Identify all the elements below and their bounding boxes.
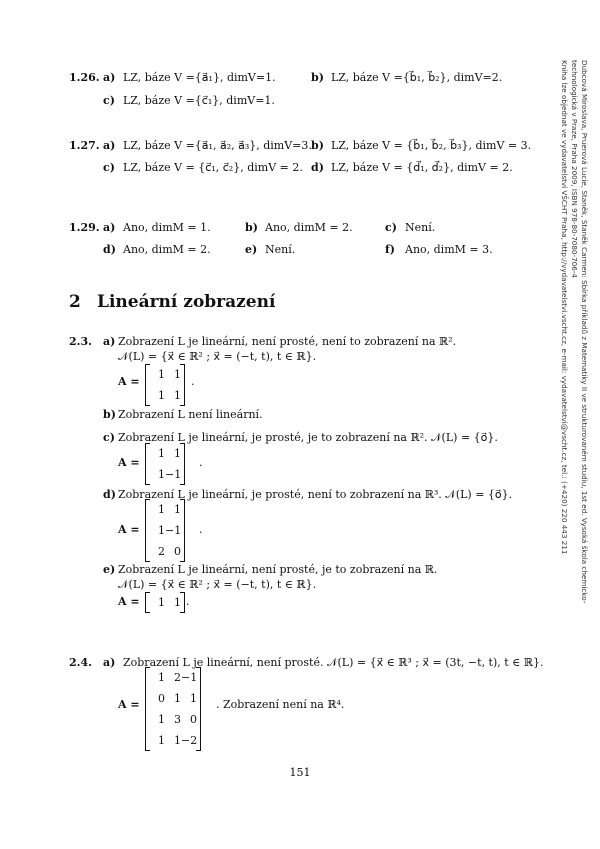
matrix-row	[149, 443, 181, 464]
matrix	[145, 443, 185, 485]
matrix-cell: 1	[174, 596, 181, 609]
item-label: d)	[103, 243, 116, 256]
matrix-cell: 1	[174, 734, 181, 747]
item-label: a)	[103, 71, 116, 84]
answer-text: Ano, dimM = 2.	[265, 221, 353, 234]
section-heading	[69, 292, 275, 312]
matrix-cell: −1	[181, 671, 198, 684]
kernel-text: 𝒩(L) = {x⃗ ∈ ℝ² ; x⃗ = (−t, t), t ∈ ℝ}.	[118, 350, 317, 363]
answer-text: Zobrazení L je lineární, není prosté, je to zobrazení na ℝ.	[118, 563, 438, 576]
answer-text: Zobrazení L je lineární, je prosté, je to zobrazení na ℝ². 𝒩(L) = {o⃗}.	[118, 431, 498, 444]
item-label: c)	[103, 431, 115, 444]
answer-text: Není.	[405, 221, 436, 234]
answer-text: Není.	[265, 243, 296, 256]
matrix-cell: −1	[165, 524, 182, 537]
matrix-row	[149, 499, 181, 520]
matrix-row	[149, 541, 181, 562]
section-title: Lineární zobrazení	[97, 292, 276, 312]
matrix-cell: 1	[158, 368, 165, 381]
matrix-cell: 0	[174, 545, 181, 558]
answer-text: Zobrazení L není lineární.	[118, 408, 263, 421]
kernel-text: 𝒩(L) = {x⃗ ∈ ℝ² ; x⃗ = (−t, t), t ∈ ℝ}.	[118, 578, 317, 591]
answer-text: LZ, báze V ={a⃗₁}, dimV=1.	[123, 71, 276, 84]
matrix-cell: 1	[158, 671, 165, 684]
item-label: c)	[103, 94, 115, 107]
matrix	[145, 667, 201, 751]
exercise-number: 2.4.	[69, 656, 92, 669]
sidebar-line: Dubcová Miroslava, Pruerová Lucie, Staněk, Staněk Carmen: Sbírka příkladů z Matematiky II ve strukturovaném studiu, 1st ed. Vysoká škola chemicko-technologická v Praze, Praha 2009, ISBN 978-80-7080-706-4	[570, 60, 589, 604]
matrix-row	[149, 709, 197, 730]
matrix-row	[149, 688, 197, 709]
answer-text: LZ, báze V ={a⃗₁, a⃗₂, a⃗₃}, dimV=3.	[123, 139, 312, 152]
matrix-cell: 1	[158, 468, 165, 481]
item-label: c)	[385, 221, 397, 234]
answer-text: Zobrazení L je lineární, je prosté, není to zobrazení na ℝ³. 𝒩(L) = {o⃗}.	[118, 488, 513, 501]
item-label: c)	[103, 161, 115, 174]
matrix-cell: 1	[174, 368, 181, 381]
matrix-cell: 1	[158, 389, 165, 402]
matrix-row	[149, 464, 181, 485]
matrix-row	[149, 385, 181, 406]
exercise-number: 1.29.	[69, 221, 100, 234]
matrix-row	[149, 520, 181, 541]
item-label: b)	[311, 139, 324, 152]
answer-text: LZ, báze V = {d⃗₁, d⃗₂}, dimV = 2.	[331, 161, 513, 174]
exercise-number: 1.27.	[69, 139, 100, 152]
after-matrix-text: . Zobrazení není na ℝ⁴.	[216, 698, 345, 711]
item-label: e)	[103, 563, 116, 576]
answer-text: Zobrazení L je lineární, není prosté, není to zobrazení na ℝ².	[118, 335, 457, 348]
item-label: b)	[311, 71, 324, 84]
item-label: b)	[103, 408, 116, 421]
matrix-symbol: A =	[118, 698, 140, 711]
matrix-row	[149, 667, 197, 688]
matrix-row	[149, 592, 181, 613]
exercise-number: 1.26.	[69, 71, 100, 84]
item-label: d)	[103, 488, 116, 501]
item-label: a)	[103, 221, 116, 234]
page-number: 151	[289, 766, 311, 779]
item-label: b)	[245, 221, 258, 234]
item-label: a)	[103, 139, 116, 152]
matrix-row	[149, 364, 181, 385]
sidebar-line: Kniha lze objednat ve vydavatelství VŠCHT Praha, http://vydavatelstvi.vscht.cz, e-mail: vydavatelstvi@vscht.cz, tel.: (+420) 220 443 211	[560, 60, 569, 555]
exercise-number: 2.3.	[69, 335, 92, 348]
matrix-cell: 1	[174, 503, 181, 516]
item-label: a)	[103, 656, 116, 669]
answer-text: Ano, dimM = 3.	[405, 243, 493, 256]
matrix-symbol: A =	[118, 375, 140, 388]
matrix-cell: 0	[158, 692, 165, 705]
matrix-cell: 0	[190, 713, 197, 726]
matrix-cell: 3	[174, 713, 181, 726]
period: .	[199, 523, 203, 536]
matrix-row	[149, 730, 197, 751]
period: .	[191, 375, 195, 388]
answer-text: LZ, báze V = {b⃗₁, b⃗₂, b⃗₃}, dimV = 3.	[331, 139, 532, 152]
matrix-cell: 1	[158, 596, 165, 609]
matrix-cell: 2	[174, 671, 181, 684]
answer-text: Ano, dimM = 2.	[123, 243, 211, 256]
answer-text: LZ, báze V ={c⃗₁}, dimV=1.	[123, 94, 275, 107]
matrix	[145, 592, 185, 613]
answer-text: Zobrazení L je lineární, není prosté. 𝒩(L) = {x⃗ ∈ ℝ³ ; x⃗ = (3t, −t, t), t ∈ ℝ}.	[123, 656, 544, 669]
matrix-cell: 1	[158, 734, 165, 747]
matrix-symbol: A =	[118, 595, 140, 608]
matrix-cell: 1	[174, 692, 181, 705]
sidebar-citation	[560, 60, 589, 620]
item-label: a)	[103, 335, 116, 348]
item-label: e)	[245, 243, 258, 256]
item-label: f)	[385, 243, 395, 256]
matrix-symbol: A =	[118, 523, 140, 536]
item-label: d)	[311, 161, 324, 174]
answer-text: LZ, báze V ={b⃗₁, b⃗₂}, dimV=2.	[331, 71, 503, 84]
matrix-cell: −1	[165, 468, 182, 481]
answer-text: LZ, báze V = {c⃗₁, c⃗₂}, dimV = 2.	[123, 161, 303, 174]
period: .	[186, 595, 190, 608]
matrix-cell: 1	[174, 447, 181, 460]
matrix-cell: 1	[158, 503, 165, 516]
matrix-cell: 1	[158, 713, 165, 726]
matrix-cell: 1	[190, 692, 197, 705]
matrix-cell: −2	[181, 734, 198, 747]
matrix-symbol: A =	[118, 456, 140, 469]
matrix-cell: 2	[158, 545, 165, 558]
section-number: 2	[69, 292, 81, 312]
period: .	[199, 456, 203, 469]
matrix-cell: 1	[158, 447, 165, 460]
matrix-cell: 1	[174, 389, 181, 402]
matrix	[145, 364, 185, 406]
answer-text: Ano, dimM = 1.	[123, 221, 211, 234]
matrix-cell: 1	[158, 524, 165, 537]
matrix	[145, 499, 185, 562]
